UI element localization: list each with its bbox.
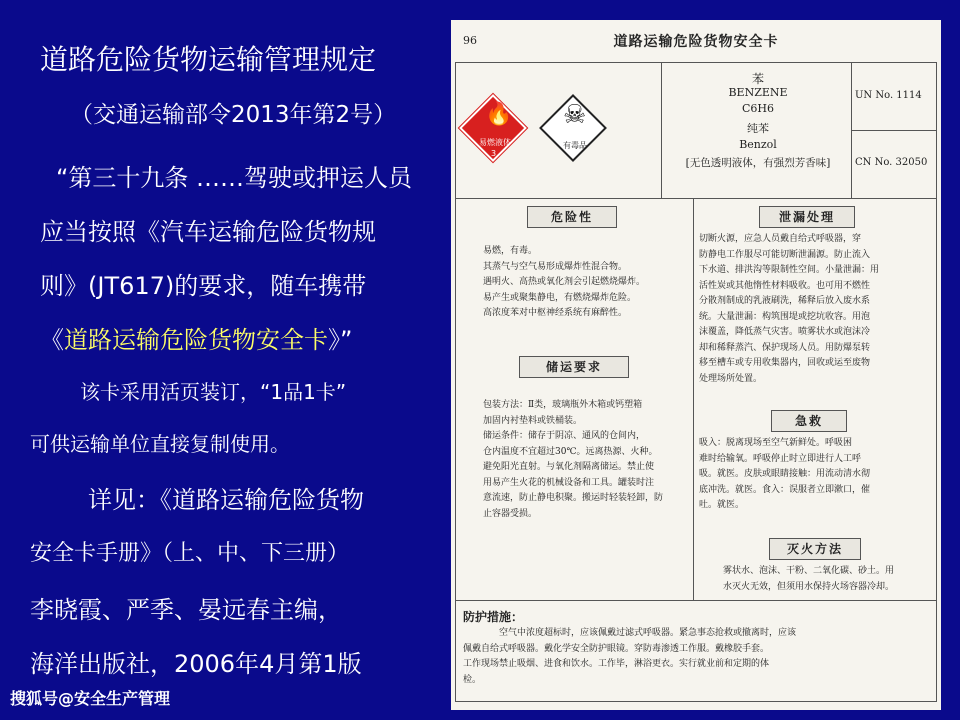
flame-icon: 🔥 <box>485 102 513 127</box>
firstaid-section-text: 吸入：脱离现场至空气新鲜处。呼吸困 难时给输氧。呼吸停止时立即进行人工呼 吸。就医。皮肤或眼睛接触：用流动清水彻 底冲洗。就医。食入：误服者立即漱口，催 吐。就医。 <box>699 438 871 510</box>
divider <box>455 600 937 601</box>
text-line-4: 《道路运输危险货物安全卡》” <box>40 326 353 354</box>
leak-section-header: 泄漏处理 <box>759 206 855 228</box>
chemical-description: [无色透明液体，有强烈芳香味] <box>685 157 831 169</box>
text-line-7: 详见：《道路运输危险货物 <box>88 486 364 514</box>
slide-title: 道路危险货物运输管理规定 <box>40 43 377 76</box>
skull-icon: ☠ <box>563 100 587 130</box>
chemical-alias-en: Benzol <box>739 138 777 151</box>
storage-section-header: 储运要求 <box>519 356 629 378</box>
fire-section-header: 灭火方法 <box>769 538 861 560</box>
fire-section-text: 雾状水、泡沫、干粉、二氧化碳、砂土。用 水灭火无效，但须用水保持火场容器冷却。 <box>723 566 895 592</box>
text-line-2: 应当按照《汽车运输危险货物规 <box>40 218 376 246</box>
text-line-3: 则》(JT617)的要求，随车携带 <box>40 272 367 300</box>
un-number: UN No. 1114 <box>855 90 922 101</box>
chemical-formula: C6H6 <box>741 102 774 115</box>
text-line-1: “第三十九条 ……驾驶或押运人员 <box>56 164 413 192</box>
text-line-8: 安全卡手册》（上、中、下三册） <box>30 541 350 566</box>
hazard-label-flammable: 易燃液体 <box>479 138 511 147</box>
text-line-5: 该卡采用活页装订，“1品1卡” <box>80 380 347 404</box>
text-line-10: 海洋出版社，2006年4月第1版 <box>30 650 362 678</box>
hazard-section-header: 危险性 <box>527 206 617 228</box>
divider <box>851 130 937 131</box>
divider <box>661 62 662 198</box>
hazard-label-toxic: 有毒品 <box>563 141 587 150</box>
hazard-class-number: 3 <box>491 149 497 158</box>
divider <box>455 198 937 199</box>
protection-section-header: 防护措施： <box>463 610 524 624</box>
slide-text-panel <box>0 0 450 720</box>
divider <box>693 198 694 600</box>
slide-subtitle: （交通运输部令2013年第2号） <box>70 102 397 128</box>
text-line-6: 可供运输单位直接复制使用。 <box>30 432 290 456</box>
chemical-name-en: BENZENE <box>728 86 788 99</box>
protection-section-text: 空气中浓度超标时，应该佩戴过滤式呼吸器。紧急事态抢救或撤离时，应该 佩戴自给式呼吸器。戴化学安全防护眼镜。穿防毒渗透工作服。戴橡胶手套。 工作现场禁止吸烟、进食和饮水。工作毕，淋浴更衣。实行就业前和定期的体 检。 <box>463 628 797 685</box>
watermark: 搜狐号@安全生产管理 <box>10 689 171 708</box>
storage-section-text: 包装方法：Ⅱ类，玻璃瓶外木箱或钙塑箱 加固内衬垫料或铁桶装。 储运条件：储存于阴凉、通风的仓间内， 仓内温度不宜超过30℃。远离热源、火种。 避免阳光直射。与氧化剂隔离储运。禁止使 用易产生火花的机械设备和工具。罐装时注 意流速，防止静电积聚。搬运时轻装轻卸，防 止容器受损。 <box>483 400 664 519</box>
chemical-alias-cn: 纯苯 <box>747 122 769 135</box>
leak-section-text: 切断火源，应急人员戴自给式呼吸器，穿 防静电工作服尽可能切断泄漏源。防止流入 下水道、排洪沟等限制性空间。小量泄漏：用 活性炭或其他惰性材料吸收。也可用不燃性 分散剂制成的乳液刷洗，稀释后放入废水系 统。大量泄漏：构筑围堤或挖坑收容。用泡 沫覆盖，降低蒸气灾害。喷雾状水或泡沫冷 却和稀释蒸汽、保护现场人员。用防爆泵转 移至槽车或专用收集器内，回收或运至废物 处理场所处置。 <box>699 234 880 384</box>
text-line-9: 李晓霞、严季、晏远春主编， <box>30 596 342 624</box>
cn-number: CN No. 32050 <box>855 157 928 168</box>
hazard-section-text: 易燃，有毒。 其蒸气与空气易形成爆炸性混合物。 遇明火、高热或氧化剂会引起燃烧爆炸。 易产生或聚集静电，有燃烧爆炸危险。 高浓度苯对中枢神经系统有麻醉性。 <box>483 246 646 318</box>
highlight-card-name: 道路运输危险货物安全卡 <box>64 326 328 354</box>
firstaid-section-header: 急救 <box>771 410 847 432</box>
card-title: 道路运输危险货物安全卡 <box>613 34 779 50</box>
card-page-number: 96 <box>463 34 477 47</box>
chemical-name-cn: 苯 <box>751 72 764 86</box>
safety-card-image <box>451 20 941 710</box>
